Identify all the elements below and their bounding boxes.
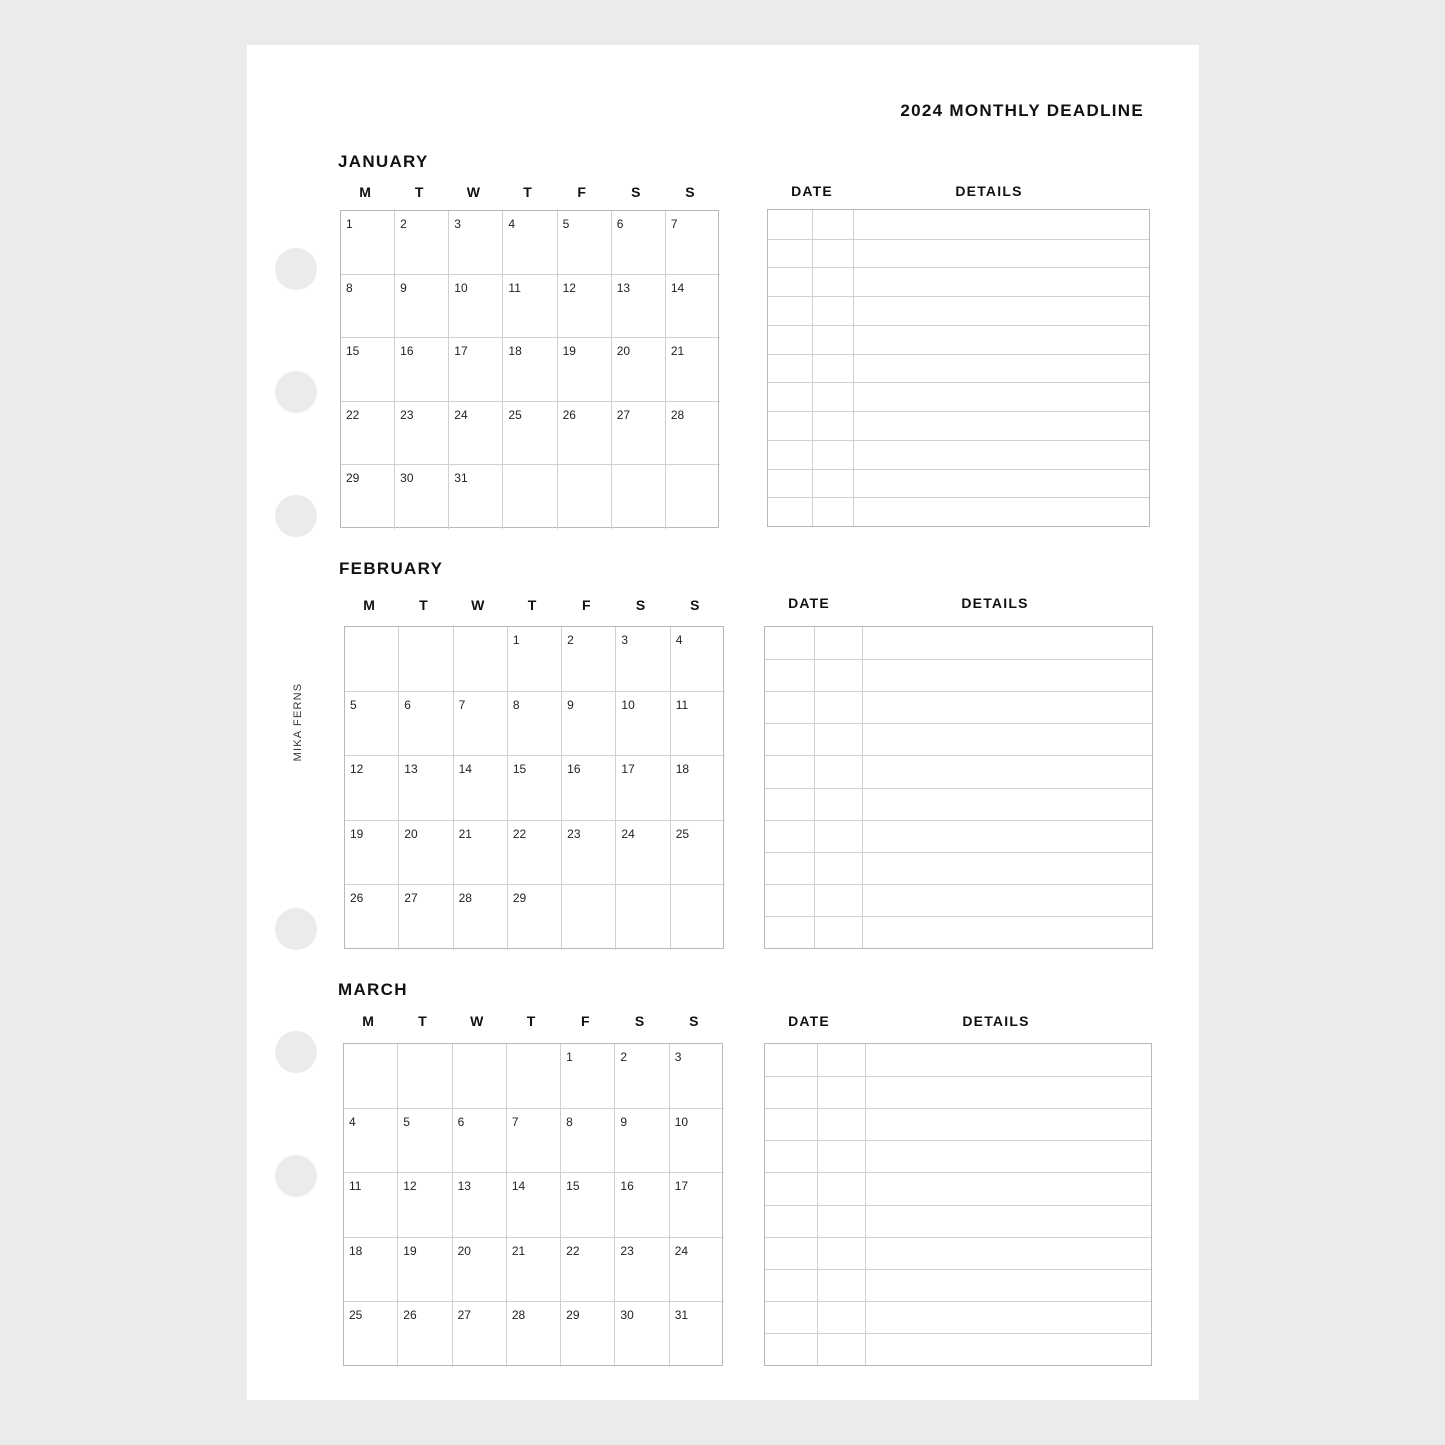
day-cell[interactable] [345, 885, 399, 950]
day-cell[interactable] [453, 1238, 507, 1303]
day-cell[interactable] [454, 885, 508, 950]
day-cell[interactable] [562, 627, 616, 692]
day-cell[interactable] [454, 692, 508, 757]
deadline-row-line [765, 755, 1152, 756]
day-cell[interactable] [615, 1044, 669, 1109]
day-cell[interactable] [615, 1238, 669, 1303]
day-number: 3 [454, 217, 461, 231]
weekday-header [344, 597, 724, 615]
page-title: 2024 MONTHLY DEADLINE [900, 101, 1144, 120]
weekday-label: T [419, 597, 428, 613]
day-cell[interactable] [615, 1109, 669, 1174]
day-number: 23 [567, 826, 581, 841]
day-cell[interactable] [612, 465, 666, 529]
day-number: 3 [674, 1050, 682, 1064]
day-number: 22 [346, 407, 360, 422]
day-number: 18 [349, 1243, 363, 1258]
punch-hole [275, 371, 317, 413]
deadline-row-line [768, 296, 1149, 297]
day-cell[interactable] [345, 821, 399, 886]
deadline-table[interactable] [767, 209, 1150, 527]
day-number: 15 [512, 762, 527, 777]
day-number: 2 [620, 1050, 628, 1064]
day-number: 11 [508, 280, 521, 295]
day-number: 2 [567, 633, 574, 647]
day-number: 29 [346, 471, 360, 486]
deadline-row-line [768, 440, 1149, 441]
month-calendar-grid [343, 1043, 723, 1366]
day-cell[interactable] [616, 885, 670, 950]
day-cell[interactable] [562, 756, 616, 821]
day-cell[interactable] [345, 756, 399, 821]
day-number: 19 [350, 826, 364, 841]
month-calendar-grid [340, 210, 719, 528]
day-number: 25 [349, 1308, 363, 1323]
day-cell[interactable] [671, 692, 725, 757]
day-cell[interactable] [395, 338, 449, 402]
day-cell[interactable] [507, 1044, 561, 1109]
day-number: 26 [403, 1308, 417, 1323]
deadline-row-line [765, 1172, 1151, 1173]
details-column-header: DETAILS [955, 183, 1023, 199]
day-number: 14 [458, 762, 472, 777]
day-number: 12 [403, 1179, 417, 1194]
punch-hole [275, 1155, 317, 1197]
day-cell[interactable] [561, 1044, 615, 1109]
deadline-row-line [768, 354, 1149, 355]
day-cell[interactable] [508, 821, 562, 886]
day-cell[interactable] [666, 211, 720, 275]
day-cell[interactable] [507, 1238, 561, 1303]
day-number: 22 [512, 826, 527, 841]
day-cell[interactable] [344, 1109, 398, 1174]
day-cell[interactable] [670, 1173, 724, 1238]
day-cell[interactable] [453, 1044, 507, 1109]
day-cell[interactable] [562, 692, 616, 757]
punch-hole [275, 495, 317, 537]
day-cell[interactable] [507, 1173, 561, 1238]
weekday-label: M [359, 184, 371, 200]
weekday-label: S [635, 597, 646, 613]
day-cell[interactable] [670, 1302, 724, 1367]
day-number: 19 [562, 344, 576, 359]
day-number: 8 [566, 1114, 573, 1129]
day-number: 15 [566, 1179, 580, 1194]
day-cell[interactable] [666, 275, 720, 339]
day-number: 21 [670, 344, 685, 359]
day-number: 20 [404, 826, 418, 841]
day-cell[interactable] [561, 1109, 615, 1174]
details-column-header: DETAILS [962, 1013, 1030, 1029]
date-column-header: DATE [791, 183, 833, 199]
day-cell[interactable] [670, 1044, 724, 1109]
day-cell[interactable] [615, 1173, 669, 1238]
day-cell[interactable] [558, 465, 612, 529]
day-number: 29 [566, 1308, 580, 1323]
day-number: 27 [457, 1308, 471, 1323]
weekday-header [343, 1013, 723, 1031]
day-number: 14 [511, 1179, 526, 1194]
day-number: 4 [675, 633, 683, 647]
deadline-row-line [765, 916, 1152, 917]
day-number: 9 [567, 697, 574, 712]
day-number: 27 [616, 407, 631, 422]
column-divider [812, 210, 813, 526]
day-number: 13 [457, 1179, 471, 1194]
day-cell[interactable] [453, 1302, 507, 1367]
weekday-label: W [470, 1013, 484, 1029]
day-number: 19 [403, 1243, 417, 1258]
day-number: 10 [454, 280, 468, 295]
deadline-row-line [768, 411, 1149, 412]
day-number: 25 [675, 826, 690, 841]
day-number: 6 [457, 1114, 465, 1129]
day-cell[interactable] [341, 338, 395, 402]
day-cell[interactable] [558, 402, 612, 466]
day-cell[interactable] [344, 1044, 398, 1109]
day-cell[interactable] [341, 211, 395, 275]
day-number: 17 [621, 762, 635, 777]
day-cell[interactable] [399, 692, 453, 757]
day-number: 17 [454, 344, 468, 359]
day-cell[interactable] [395, 211, 449, 275]
day-cell[interactable] [558, 275, 612, 339]
day-cell[interactable] [399, 885, 453, 950]
day-cell[interactable] [561, 1238, 615, 1303]
deadline-row-line [768, 239, 1149, 240]
day-cell[interactable] [612, 275, 666, 339]
weekday-label: S [689, 1013, 699, 1029]
day-cell[interactable] [398, 1238, 452, 1303]
day-number: 8 [346, 280, 353, 295]
day-cell[interactable] [399, 756, 453, 821]
day-number: 10 [674, 1114, 689, 1129]
day-cell[interactable] [612, 338, 666, 402]
weekday-label: M [363, 597, 375, 613]
day-cell[interactable] [399, 821, 453, 886]
day-cell[interactable] [561, 1173, 615, 1238]
weekday-label: S [631, 184, 641, 200]
day-cell[interactable] [449, 211, 503, 275]
day-cell[interactable] [503, 275, 557, 339]
month-title: FEBRUARY [339, 559, 444, 578]
day-number: 31 [454, 471, 468, 486]
day-cell[interactable] [616, 756, 670, 821]
date-column-header: DATE [788, 1013, 830, 1029]
day-cell[interactable] [507, 1109, 561, 1174]
weekday-label: F [581, 1013, 590, 1029]
day-cell[interactable] [453, 1173, 507, 1238]
weekday-label: F [577, 184, 586, 200]
day-number: 25 [508, 407, 522, 422]
day-cell[interactable] [344, 1302, 398, 1367]
weekday-label: W [471, 597, 485, 613]
day-number: 1 [566, 1050, 573, 1064]
day-cell[interactable] [666, 402, 720, 466]
deadline-row-line [765, 1140, 1151, 1141]
day-number: 24 [621, 826, 635, 841]
weekday-header [340, 184, 719, 202]
day-number: 4 [349, 1114, 356, 1129]
day-cell[interactable] [671, 821, 725, 886]
deadline-row-line [765, 659, 1152, 660]
deadline-row-line [765, 788, 1152, 789]
brand-label: MIKA FERNS [292, 682, 304, 762]
day-cell[interactable] [395, 465, 449, 529]
day-number: 26 [562, 407, 576, 422]
weekday-label: W [466, 184, 480, 200]
day-cell[interactable] [454, 627, 508, 692]
day-number: 28 [511, 1308, 526, 1323]
day-cell[interactable] [449, 402, 503, 466]
deadline-row-line [768, 267, 1149, 268]
day-number: 24 [454, 407, 468, 422]
month-title: MARCH [338, 980, 408, 999]
day-cell[interactable] [398, 1302, 452, 1367]
day-number: 6 [404, 697, 411, 712]
day-cell[interactable] [453, 1109, 507, 1174]
day-number: 18 [675, 762, 690, 777]
deadline-row-line [765, 1333, 1151, 1334]
deadline-table[interactable] [764, 626, 1153, 949]
day-cell[interactable] [671, 756, 725, 821]
day-number: 24 [674, 1243, 689, 1258]
weekday-label: M [362, 1013, 374, 1029]
day-cell[interactable] [670, 1238, 724, 1303]
day-number: 21 [511, 1243, 526, 1258]
day-number: 23 [400, 407, 414, 422]
day-cell[interactable] [508, 885, 562, 950]
day-cell[interactable] [612, 402, 666, 466]
day-number: 7 [511, 1114, 519, 1129]
date-column-header: DATE [788, 595, 830, 611]
deadline-row-line [765, 852, 1152, 853]
deadline-row-line [765, 1269, 1151, 1270]
day-cell[interactable] [616, 627, 670, 692]
deadline-row-line [765, 691, 1152, 692]
day-number: 5 [562, 217, 570, 231]
day-cell[interactable] [666, 338, 720, 402]
day-number: 28 [458, 891, 472, 906]
day-cell[interactable] [562, 821, 616, 886]
day-cell[interactable] [398, 1109, 452, 1174]
day-cell[interactable] [671, 627, 725, 692]
day-cell[interactable] [507, 1302, 561, 1367]
month-title: JANUARY [338, 152, 429, 171]
deadline-row-line [765, 1076, 1151, 1077]
day-number: 16 [400, 344, 414, 359]
day-cell[interactable] [503, 402, 557, 466]
day-number: 15 [346, 344, 360, 359]
day-cell[interactable] [615, 1302, 669, 1367]
day-number: 12 [562, 280, 576, 295]
weekday-label: T [418, 1013, 427, 1029]
punch-hole [275, 1031, 317, 1073]
day-cell[interactable] [345, 692, 399, 757]
day-cell[interactable] [612, 211, 666, 275]
day-number: 5 [403, 1114, 410, 1129]
day-cell[interactable] [449, 275, 503, 339]
day-cell[interactable] [449, 465, 503, 529]
deadline-row-line [768, 325, 1149, 326]
day-number: 13 [404, 762, 418, 777]
weekday-label: T [414, 184, 424, 200]
day-number: 2 [400, 217, 407, 231]
deadline-row-line [765, 1108, 1151, 1109]
day-number: 4 [508, 217, 516, 231]
day-number: 14 [670, 280, 685, 295]
day-cell[interactable] [454, 821, 508, 886]
punch-hole [275, 248, 317, 290]
punch-hole [275, 908, 317, 950]
day-cell[interactable] [399, 627, 453, 692]
day-number: 18 [508, 344, 522, 359]
day-number: 8 [512, 697, 520, 712]
day-cell[interactable] [671, 885, 725, 950]
day-number: 10 [621, 697, 635, 712]
day-cell[interactable] [398, 1173, 452, 1238]
day-number: 11 [675, 697, 689, 712]
day-number: 30 [620, 1308, 634, 1323]
day-number: 31 [674, 1308, 689, 1323]
weekday-label: T [523, 184, 532, 200]
month-calendar-grid [344, 626, 724, 949]
details-column-header: DETAILS [961, 595, 1029, 611]
deadline-row-line [765, 723, 1152, 724]
day-cell[interactable] [558, 211, 612, 275]
day-cell[interactable] [503, 338, 557, 402]
weekday-label: S [690, 597, 700, 613]
day-number: 30 [400, 471, 414, 486]
day-cell[interactable] [503, 465, 557, 529]
day-number: 9 [400, 280, 407, 295]
weekday-label: T [526, 1013, 536, 1029]
deadline-row-line [765, 820, 1152, 821]
day-number: 28 [670, 407, 685, 422]
day-number: 5 [350, 697, 357, 712]
day-number: 17 [674, 1179, 689, 1194]
day-number: 16 [567, 762, 581, 777]
day-cell[interactable] [503, 211, 557, 275]
day-cell[interactable] [558, 338, 612, 402]
deadline-row-line [768, 382, 1149, 383]
day-number: 3 [621, 633, 629, 647]
day-number: 6 [616, 217, 624, 231]
day-cell[interactable] [341, 402, 395, 466]
deadline-row-line [765, 1301, 1151, 1302]
day-cell[interactable] [666, 465, 720, 529]
day-number: 11 [349, 1179, 362, 1194]
day-number: 16 [620, 1179, 634, 1194]
day-number: 1 [346, 217, 353, 231]
day-cell[interactable] [341, 275, 395, 339]
day-number: 22 [566, 1243, 580, 1258]
column-divider [853, 210, 854, 526]
deadline-row-line [765, 1237, 1151, 1238]
deadline-row-line [768, 469, 1149, 470]
day-number: 21 [458, 826, 472, 841]
day-cell[interactable] [561, 1302, 615, 1367]
day-cell[interactable] [398, 1044, 452, 1109]
day-number: 12 [350, 762, 364, 777]
day-number: 13 [616, 280, 631, 295]
day-cell[interactable] [345, 627, 399, 692]
deadline-table[interactable] [764, 1043, 1152, 1366]
day-number: 9 [620, 1114, 628, 1129]
day-cell[interactable] [508, 692, 562, 757]
weekday-label: S [685, 184, 695, 200]
day-cell[interactable] [508, 756, 562, 821]
day-cell[interactable] [449, 338, 503, 402]
day-cell[interactable] [344, 1238, 398, 1303]
day-cell[interactable] [344, 1173, 398, 1238]
day-number: 7 [670, 217, 678, 231]
day-number: 26 [350, 891, 364, 906]
day-cell[interactable] [508, 627, 562, 692]
deadline-row-line [765, 1205, 1151, 1206]
deadline-row-line [768, 497, 1149, 498]
day-number: 20 [457, 1243, 471, 1258]
day-number: 7 [458, 697, 466, 712]
day-cell[interactable] [670, 1109, 724, 1174]
day-cell[interactable] [616, 821, 670, 886]
day-number: 27 [404, 891, 418, 906]
weekday-label: T [527, 597, 537, 613]
day-number: 1 [512, 633, 520, 647]
day-cell[interactable] [395, 275, 449, 339]
day-cell[interactable] [395, 402, 449, 466]
deadline-row-line [765, 884, 1152, 885]
day-number: 20 [616, 344, 631, 359]
day-number: 29 [512, 891, 527, 906]
day-cell[interactable] [616, 692, 670, 757]
day-cell[interactable] [562, 885, 616, 950]
weekday-label: S [634, 1013, 645, 1029]
weekday-label: F [582, 597, 591, 613]
day-cell[interactable] [454, 756, 508, 821]
day-cell[interactable] [341, 465, 395, 529]
day-number: 23 [620, 1243, 634, 1258]
